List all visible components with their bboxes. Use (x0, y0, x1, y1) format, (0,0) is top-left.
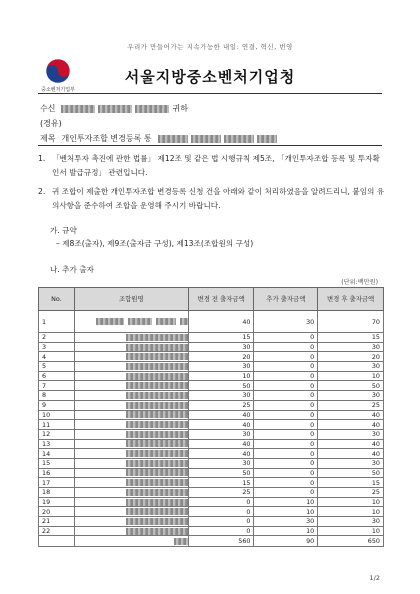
before-amount: 20 (188, 352, 254, 362)
before-amount: 0 (188, 526, 254, 536)
before-amount: 40 (188, 439, 254, 449)
section-b-title: 나. 추가 출자 (50, 265, 94, 274)
additional-amount: 0 (254, 342, 318, 352)
row-number: 9 (39, 400, 75, 410)
before-amount: 40 (188, 311, 254, 333)
paragraph-number: 2. (38, 187, 46, 196)
table-row (39, 449, 384, 459)
additional-total: 90 (254, 536, 318, 547)
recipient-suffix: 귀하 (172, 104, 188, 113)
redacted-text (96, 318, 124, 325)
table-row (39, 410, 384, 420)
row-number: 12 (39, 429, 75, 439)
recipient-label: 수신 (40, 104, 56, 113)
paragraph-number: 1. (38, 154, 46, 163)
before-amount: 15 (188, 478, 254, 488)
redacted-text (126, 392, 188, 399)
after-amount: 30 (318, 429, 384, 439)
redacted-text (126, 402, 188, 409)
row-number: 15 (39, 458, 75, 468)
org-title: 서울지방중소벤처기업청 (124, 68, 296, 86)
table-row (39, 391, 384, 401)
additional-amount: 0 (254, 488, 318, 498)
paragraph-text: 「벤처투자 촉진에 관한 법률」 제12조 및 같은 법 시행규칙 제5조, 「개인투자조합 등록 및 투자확인서 발급규정」 관련입니다. (52, 154, 380, 177)
redacted-text (126, 363, 188, 370)
paragraph-2 (38, 185, 386, 213)
member-name-redacted (74, 439, 188, 449)
before-amount: 30 (188, 362, 254, 372)
redacted-text (126, 460, 188, 467)
table-row (39, 429, 384, 439)
before-total: 560 (188, 536, 254, 547)
member-name-redacted (74, 391, 188, 401)
redacted-text (126, 334, 188, 341)
row-number: 13 (39, 439, 75, 449)
redacted-text (126, 411, 188, 418)
after-amount: 50 (318, 468, 384, 478)
redacted-text (126, 469, 188, 476)
after-amount: 30 (318, 342, 384, 352)
redacted-text (98, 105, 132, 113)
table-row (39, 342, 384, 352)
redacted-text (126, 440, 188, 447)
header-additional-amount: 추가 출자금액 (254, 288, 318, 311)
row-number: 5 (39, 362, 75, 372)
additional-amount: 0 (254, 458, 318, 468)
additional-amount: 0 (254, 449, 318, 459)
after-amount: 10 (318, 371, 384, 381)
member-name-redacted (74, 478, 188, 488)
before-amount: 50 (188, 468, 254, 478)
additional-amount: 0 (254, 429, 318, 439)
before-amount: 15 (188, 333, 254, 343)
row-number: 11 (39, 420, 75, 430)
table-row (39, 468, 384, 478)
redacted-text (191, 135, 221, 143)
member-name-redacted (74, 468, 188, 478)
subject-row (40, 133, 280, 144)
table-row (39, 311, 384, 333)
redacted-text (126, 344, 188, 351)
before-amount: 0 (188, 517, 254, 527)
member-name-redacted (74, 449, 188, 459)
after-amount: 15 (318, 333, 384, 343)
member-name-redacted (74, 497, 188, 507)
before-amount: 0 (188, 507, 254, 517)
after-amount: 25 (318, 400, 384, 410)
additional-amount: 0 (254, 333, 318, 343)
additional-amount: 0 (254, 468, 318, 478)
table-row (39, 371, 384, 381)
row-number: 22 (39, 526, 75, 536)
redacted-text (257, 135, 277, 143)
table-row (39, 400, 384, 410)
table-row (39, 497, 384, 507)
after-amount: 10 (318, 526, 384, 536)
redacted-text (128, 318, 152, 325)
subject-label: 제목 (40, 134, 56, 143)
paragraph-1 (38, 152, 386, 180)
row-number: 21 (39, 517, 75, 527)
table-row (39, 333, 384, 343)
member-name-redacted (74, 458, 188, 468)
paragraph-text: 귀 조합이 제출한 개인투자조합 변경등록 신청 건을 아래와 같이 처리하였음을 알려드리니, 붙임의 유의사항을 준수하여 조합을 운영해 주시기 바랍니다. (52, 187, 385, 210)
member-name-redacted (74, 517, 188, 527)
additional-amount: 0 (254, 362, 318, 372)
row-number: 20 (39, 507, 75, 517)
row-number: 6 (39, 371, 75, 381)
row-number: 10 (39, 410, 75, 420)
additional-amount: 0 (254, 439, 318, 449)
before-amount: 30 (188, 458, 254, 468)
redacted-text (126, 499, 188, 506)
member-name-redacted (74, 488, 188, 498)
redacted-text (180, 318, 188, 325)
redacted-text (126, 518, 188, 525)
row-number: 3 (39, 342, 75, 352)
after-amount: 20 (318, 352, 384, 362)
additional-amount: 0 (254, 391, 318, 401)
total-name-redacted (74, 536, 188, 547)
redacted-text (126, 508, 188, 515)
row-number: 1 (39, 311, 75, 333)
member-name-redacted (74, 311, 188, 333)
additional-amount: 0 (254, 352, 318, 362)
before-amount: 30 (188, 429, 254, 439)
member-name-redacted (74, 333, 188, 343)
logo-label: 중소벤처기업부 (41, 87, 75, 93)
table-row (39, 478, 384, 488)
member-name-redacted (74, 371, 188, 381)
additional-amount: 0 (254, 410, 318, 420)
additional-amount: 10 (254, 497, 318, 507)
member-name-redacted (74, 342, 188, 352)
additional-amount: 30 (254, 517, 318, 527)
before-amount: 40 (188, 420, 254, 430)
member-name-redacted (74, 381, 188, 391)
total-label (39, 536, 75, 547)
row-number: 7 (39, 381, 75, 391)
table-row (39, 439, 384, 449)
after-amount: 40 (318, 439, 384, 449)
after-amount: 15 (318, 478, 384, 488)
after-amount: 30 (318, 362, 384, 372)
additional-amount: 10 (254, 507, 318, 517)
header-divider (38, 93, 382, 94)
member-name-redacted (74, 352, 188, 362)
before-amount: 25 (188, 488, 254, 498)
after-amount: 40 (318, 449, 384, 459)
member-name-redacted (74, 507, 188, 517)
row-number: 4 (39, 352, 75, 362)
table-row (39, 362, 384, 372)
after-amount: 70 (318, 311, 384, 333)
after-amount: 10 (318, 507, 384, 517)
after-amount: 50 (318, 381, 384, 391)
redacted-text (126, 431, 188, 438)
redacted-text (135, 105, 169, 113)
redacted-text (174, 538, 188, 545)
table-row (39, 517, 384, 527)
before-amount: 10 (188, 371, 254, 381)
table-row (39, 507, 384, 517)
additional-amount: 30 (254, 311, 318, 333)
header-after-amount: 변경 후 출자금액 (318, 288, 384, 311)
page-number: 1/2 (369, 574, 380, 582)
table-row (39, 381, 384, 391)
contribution-table (38, 287, 384, 547)
subject-text: 개인투자조합 변경등록 통 (61, 134, 152, 143)
table-row (39, 526, 384, 536)
slogan: 우리가 만들어가는 지속가능한 내일: 연결, 혁신, 번영 (127, 43, 293, 51)
table-row (39, 352, 384, 362)
redacted-text (126, 450, 188, 457)
redacted-text (61, 105, 95, 113)
header-before-amount: 변경 전 출자금액 (188, 288, 254, 311)
member-name-redacted (74, 429, 188, 439)
unit-label: (단위:백만원) (341, 279, 378, 286)
before-amount: 50 (188, 381, 254, 391)
additional-amount: 10 (254, 526, 318, 536)
row-number: 19 (39, 497, 75, 507)
before-amount: 40 (188, 410, 254, 420)
additional-amount: 0 (254, 478, 318, 488)
total-row (39, 536, 384, 547)
before-amount: 0 (188, 497, 254, 507)
redacted-text (224, 135, 254, 143)
row-number: 17 (39, 478, 75, 488)
table-row (39, 458, 384, 468)
via-label: (경유) (40, 119, 62, 128)
member-name-redacted (74, 420, 188, 430)
member-name-redacted (74, 400, 188, 410)
header-no: No. (39, 288, 75, 311)
redacted-text (126, 373, 188, 380)
additional-amount: 0 (254, 400, 318, 410)
table-row (39, 488, 384, 498)
after-amount: 30 (318, 517, 384, 527)
before-amount: 40 (188, 449, 254, 459)
before-amount: 30 (188, 342, 254, 352)
section-a-title: 가. 규약 (50, 226, 77, 235)
redacted-text (126, 479, 188, 486)
recipient-row (40, 103, 188, 114)
after-amount: 30 (318, 391, 384, 401)
after-amount: 40 (318, 410, 384, 420)
redacted-text (126, 382, 188, 389)
additional-amount: 0 (254, 420, 318, 430)
after-amount: 10 (318, 497, 384, 507)
additional-amount: 0 (254, 381, 318, 391)
member-name-redacted (74, 410, 188, 420)
after-amount: 25 (318, 488, 384, 498)
row-number: 18 (39, 488, 75, 498)
before-amount: 30 (188, 391, 254, 401)
before-amount: 25 (188, 400, 254, 410)
row-number: 2 (39, 333, 75, 343)
after-total: 650 (318, 536, 384, 547)
row-number: 8 (39, 391, 75, 401)
subject-divider (38, 145, 382, 146)
redacted-text (126, 421, 188, 428)
after-amount: 30 (318, 458, 384, 468)
via-row (40, 118, 62, 129)
redacted-text (156, 318, 176, 325)
row-number: 16 (39, 468, 75, 478)
table-header-row (39, 288, 384, 311)
header-member-name: 조합원명 (74, 288, 188, 311)
redacted-text (126, 353, 188, 360)
member-name-redacted (74, 526, 188, 536)
redacted-text (158, 135, 188, 143)
after-amount: 40 (318, 420, 384, 430)
additional-amount: 0 (254, 371, 318, 381)
redacted-text (126, 489, 188, 496)
table-row (39, 420, 384, 430)
section-a-item: – 제8조(출자), 제9조(출자금 구성), 제13조(조합원의 구성) (56, 239, 254, 248)
row-number: 14 (39, 449, 75, 459)
member-name-redacted (74, 362, 188, 372)
redacted-text (126, 528, 188, 535)
